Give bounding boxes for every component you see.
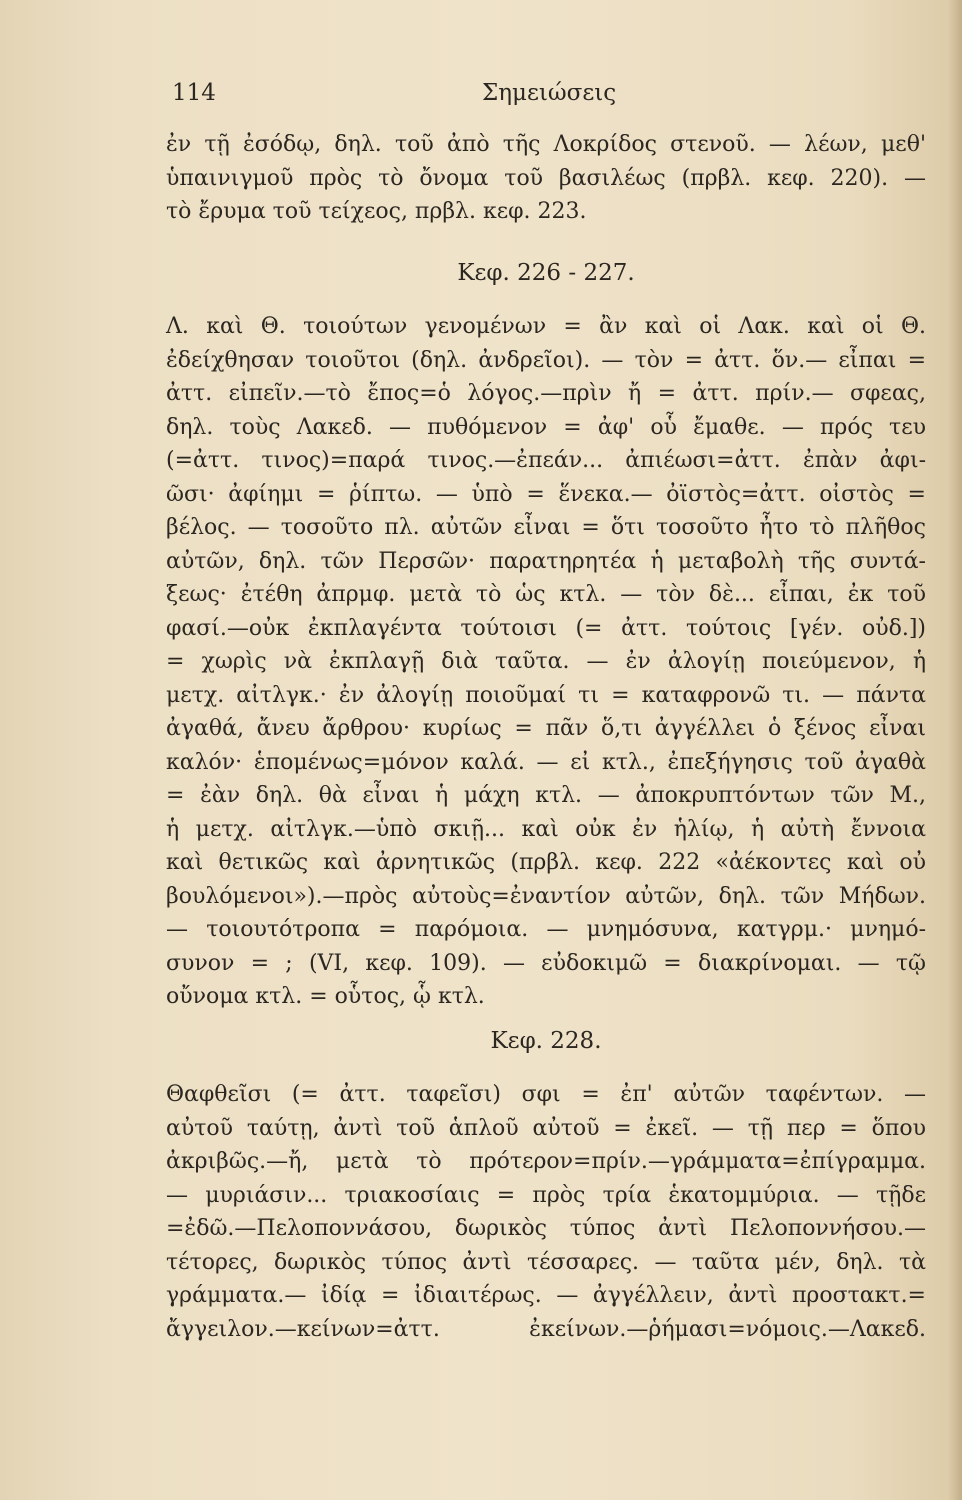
note-line: ἀγαθά, ἄνευ ἄρθρου· κυρίως = πᾶν ὅ,τι ἀγγέλλει ὁ ξένος εἶναι [166, 716, 926, 741]
notes-block-continuation [166, 128, 926, 229]
note-line: ῶσι· ἀφίημι = ῥίπτω. — ὑπὸ = ἕνεκα.— ὀϊστὸς=ἀττ. οἰστὸς = [166, 481, 926, 507]
note-line: μετχ. αἰτλγκ.· ἐν ἀλογίῃ ποιοῦμαί τι = καταφρονῶ τι. — πάντα [166, 682, 926, 708]
notes-block-226-227 [166, 310, 926, 1014]
chapter-heading-228: Κεφ. 228. [490, 1028, 602, 1054]
note-line: = χωρὶς νὰ ἐκπλαγῇ διὰ ταῦτα. — ἐν ἀλογίῃ ποιεύμενον, ἡ [166, 649, 926, 674]
chapter-heading-226-227: Κεφ. 226 - 227. [457, 260, 635, 286]
note-line: ἄγγειλον.—κείνων=ἀττ. ἐκείνων.—ῥήμασι=νόμοις.—Λακεδ. [166, 1316, 926, 1342]
note-line: Λ. καὶ Θ. τοιούτων γενομένων = ἂν καὶ οἱ Λακ. καὶ οἱ Θ. [166, 314, 926, 339]
note-line: γράμματα.— ἰδίᾳ = ἰδιαιτέρως. — ἀγγέλλειν, ἀντὶ προστακτ.= [166, 1283, 926, 1308]
note-line: καλόν· ἑπομένως=μόνον καλά. — εἰ κτλ., ἐπεξήγησις τοῦ ἀγαθὰ [166, 749, 926, 775]
note-line: βουλόμενοι»).—πρὸς αὐτοὺς=ἐναντίον αὐτῶν, δηλ. τῶν Μήδων. [166, 883, 926, 909]
note-line: ἀκριβῶς.—ἤ, μετὰ τὸ πρότερον=πρίν.—γράμματα=ἐπίγραμμα. [166, 1149, 926, 1174]
note-line: Θαφθεῖσι (= ἀττ. ταφεῖσι) σφι = ἐπ' αὐτῶν ταφέντων. — [166, 1082, 926, 1107]
running-title: Σημειώσεις [482, 80, 617, 106]
note-line: τὸ ἔρυμα τοῦ τείχεος, πρβλ. κεφ. 223. [166, 199, 587, 224]
note-line: οὔνομα κτλ. = οὗτος, ᾧ κτλ. [166, 984, 485, 1009]
note-line: καὶ θετικῶς καὶ ἀρνητικῶς (πρβλ. κεφ. 222 «ἀέκοντες καὶ οὐ [166, 850, 926, 875]
note-line: αὐτοῦ ταύτῃ, ἀντὶ τοῦ ἁπλοῦ αὐτοῦ = ἐκεῖ. — τῇ περ = ὅπου [166, 1115, 926, 1141]
note-line: φασί.—οὐκ ἐκπλαγέντα τούτοισι (= ἀττ. τούτοις [γέν. οὐδ.]) [166, 615, 926, 641]
note-line: =ἐδῶ.—Πελοποννάσου, δωρικὸς τύπος ἀντὶ Πελοποννήσου.— [166, 1216, 926, 1241]
note-line: (=ἀττ. τινος)=παρά τινος.—ἐπεάν... ἀπιέωσι=ἀττ. ἐπὰν ἀφι- [166, 448, 926, 473]
note-line: ἐν τῇ ἐσόδῳ, δηλ. τοῦ ἀπὸ τῆς Λοκρίδος στενοῦ. — λέων, μεθ' ὑπαινιγμοῦ πρὸς τὸ ὄνομα τοῦ βασιλέως (πρβλ. κεφ. 220). — [166, 132, 926, 191]
page-edge-shadow [948, 0, 962, 1500]
note-line: ξεως· ἐτέθη ἀπρμφ. μετὰ τὸ ὡς κτλ. — τὸν δὲ... εἶπαι, ἐκ τοῦ [166, 582, 926, 607]
note-line: ἡ μετχ. αἰτλγκ.—ὑπὸ σκιῇ... καὶ οὐκ ἐν ἡλίῳ, ἡ αὐτὴ ἔννοια [166, 816, 926, 842]
notes-block-228 [166, 1078, 926, 1346]
page-header [166, 80, 926, 120]
note-line: — τοιουτότροπα = παρόμοια. — μνημόσυνα, κατγρμ.· μνημό- [166, 917, 926, 942]
note-line: δηλ. τοὺς Λακεδ. — πυθόμενον = ἀφ' οὗ ἔμαθε. — πρός τευ [166, 414, 926, 440]
note-line: ἐδείχθησαν τοιοῦτοι (δηλ. ἀνδρεῖοι). — τὸν = ἀττ. ὅν.— εἶπαι = [166, 347, 926, 373]
note-line: βέλος. — τοσοῦτο πλ. αὐτῶν εἶναι = ὅτι τοσοῦτο ἦτο τὸ πλῆθος [166, 515, 926, 540]
note-line: τέτορες, δωρικὸς τύπος ἀντὶ τέσσαρες. — ταῦτα μέν, δηλ. τὰ [166, 1249, 926, 1275]
note-line: — μυριάσιν... τριακοσίαις = πρὸς τρία ἑκατομμύρια. — τῇδε [166, 1182, 926, 1208]
note-line: = ἐὰν δηλ. θὰ εἶναι ἡ μάχη κτλ. — ἀποκρυπτόντων τῶν Μ., [166, 783, 926, 808]
note-line: συνον = ; (VI, κεφ. 109). — εὐδοκιμῶ = διακρίνομαι. — τῷ [166, 950, 926, 976]
page-number: 114 [172, 80, 216, 106]
note-line: αὐτῶν, δηλ. τῶν Περσῶν· παρατηρητέα ἡ μεταβολὴ τῆς συντά- [166, 548, 926, 574]
note-line: ἀττ. εἰπεῖν.—τὸ ἔπος=ὁ λόγος.—πρὶν ἤ = ἀττ. πρίν.— σφεας, [166, 381, 926, 406]
